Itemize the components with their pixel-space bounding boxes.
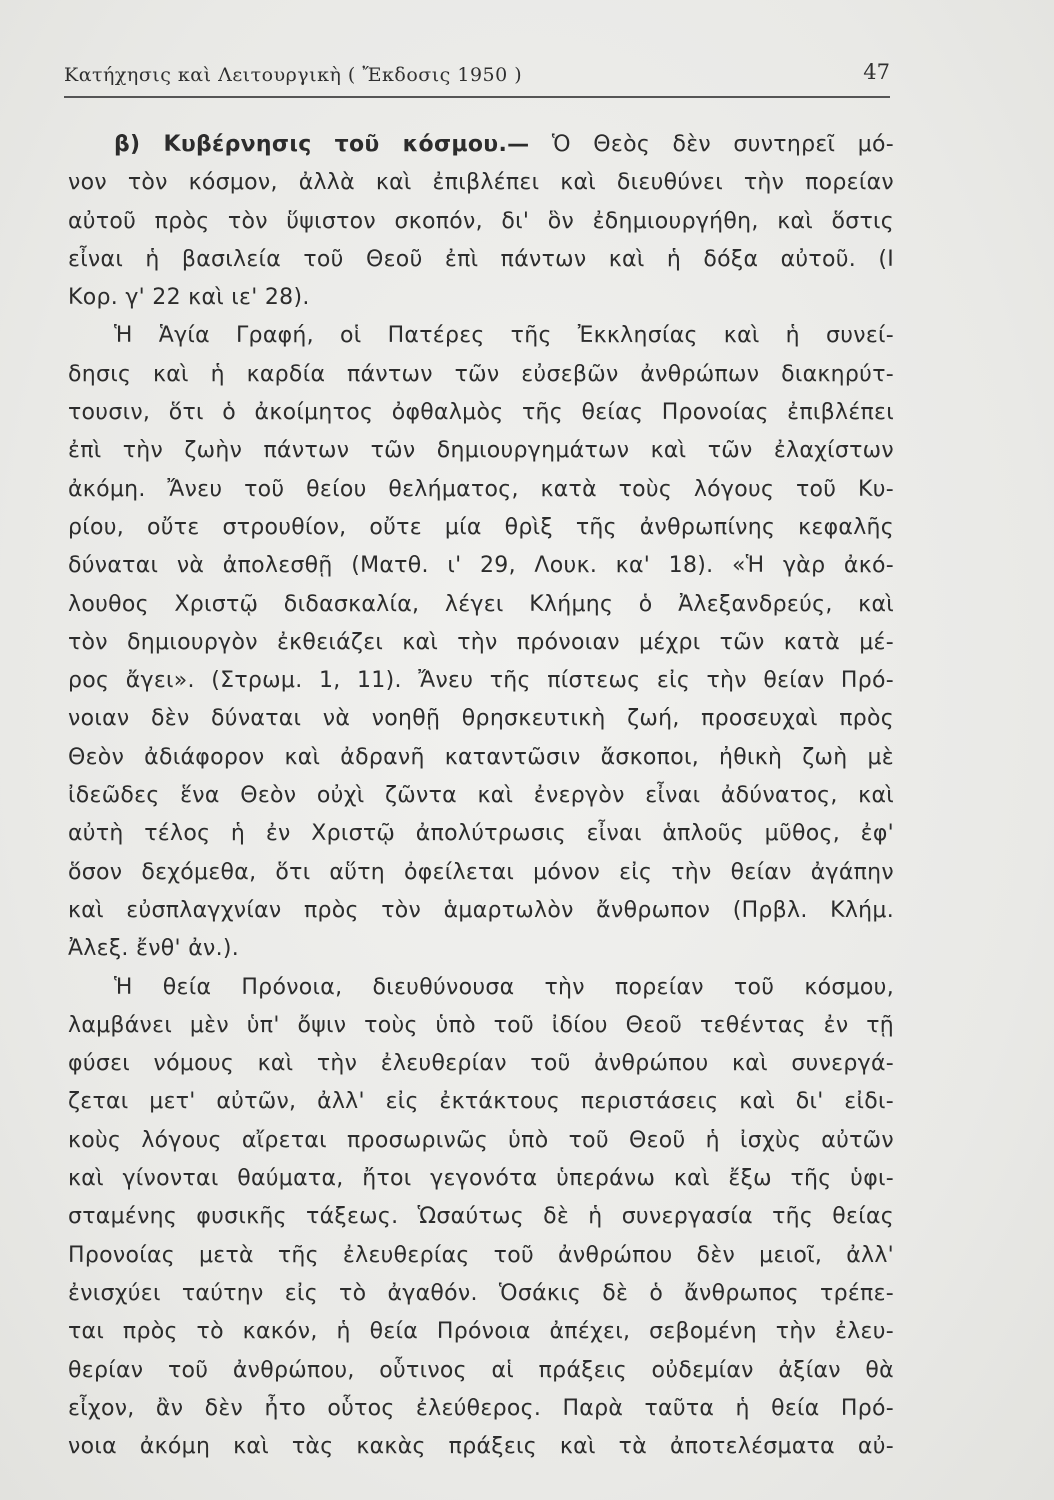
header-rule (64, 96, 890, 98)
text-line: ζεται μετ' αὐτῶν, ἀλλ' εἰς ἐκτάκτους περιστάσεις καὶ δι' εἰδι- (68, 1089, 894, 1115)
text-line: σταμένης φυσικῆς τάξεως. Ὡσαύτως δὲ ἡ συνεργασία τῆς θείας (68, 1204, 894, 1230)
text-line: δησις καὶ ἡ καρδία πάντων τῶν εὐσεβῶν ἀνθρώπων διακηρύτ- (68, 361, 894, 387)
text-line: τουσιν, ὅτι ὁ ἀκοίμητος ὀφθαλμὸς τῆς θείας Προνοίας ἐπιβλέπει (68, 400, 894, 426)
text-line: νον τὸν κόσμον, ἀλλὰ καὶ ἐπιβλέπει καὶ διευθύνει τὴν πορείαν (68, 170, 894, 196)
text-line: φύσει νόμους καὶ τὴν ἐλευθερίαν τοῦ ἀνθρώπου καὶ συνεργά- (68, 1051, 894, 1077)
running-title: Κατήχησις καὶ Λειτουργικὴ ( Ἔκδοσις 1950 ) (64, 64, 523, 86)
running-head (64, 60, 890, 100)
text-line: αὐτὴ τέλος ἡ ἐν Χριστῷ ἀπολύτρωσις εἶναι ἁπλοῦς μῦθος, ἐφ' (68, 821, 894, 847)
text-line: νοια ἀκόμη καὶ τὰς κακὰς πράξεις καὶ τὰ ἀποτελέσματα αὐ- (68, 1434, 894, 1460)
text-line (68, 126, 894, 164)
text-line: εἶχον, ἂν δὲν ἦτο οὗτος ἐλεύθερος. Παρὰ ταῦτα ἡ θεία Πρό- (68, 1395, 894, 1421)
text-line: Κορ. γ' 22 καὶ ιε' 28). (68, 285, 310, 311)
text-line: καὶ εὐσπλαγχνίαν πρὸς τὸν ἁμαρτωλὸν ἄνθρωπον (Πρβλ. Κλήμ. (68, 897, 894, 923)
text-line: ὅσον δεχόμεθα, ὅτι αὕτη ὀφείλεται μόνον εἰς τὴν θείαν ἀγάπην (68, 859, 894, 885)
text-line: Προνοίας μετὰ τῆς ἐλευθερίας τοῦ ἀνθρώπου δὲν μειοῖ, ἀλλ' (68, 1242, 894, 1268)
text-line: ἐνισχύει ταύτην εἰς τὸ ἀγαθόν. Ὁσάκις δὲ ὁ ἄνθρωπος τρέπε- (68, 1280, 894, 1306)
text-line: ται πρὸς τὸ κακόν, ἡ θεία Πρόνοια ἀπέχει, σεβομένη τὴν ἐλευ- (68, 1319, 894, 1345)
text-line: ρος ἄγει». (Στρωμ. 1, 11). Ἄνευ τῆς πίστεως εἰς τὴν θείαν Πρό- (68, 668, 894, 694)
text-line: αὐτοῦ πρὸς τὸν ὕψιστον σκοπόν, δι' ὃν ἐδημιουργήθη, καὶ ὅστις (68, 208, 894, 234)
text-line: λαμβάνει μὲν ὑπ' ὄψιν τοὺς ὑπὸ τοῦ ἰδίου Θεοῦ τεθέντας ἐν τῇ (68, 1012, 894, 1038)
body-text (68, 126, 894, 1466)
section-heading: β) Κυβέρνησις τοῦ κόσμου.— (114, 132, 530, 157)
text-line: νοιαν δὲν δύναται νὰ νοηθῇ θρησκευτικὴ ζωή, προσευχαὶ πρὸς (68, 706, 894, 732)
page-number: 47 (863, 60, 890, 84)
text-line: Θεὸν ἀδιάφορον καὶ ἀδρανῆ καταντῶσιν ἄσκοποι, ἠθικὴ ζωὴ μὲ (68, 744, 894, 770)
text-line: Ἀλεξ. ἔνθ' ἀν.). (68, 936, 240, 962)
text-line: καὶ γίνονται θαύματα, ἤτοι γεγονότα ὑπεράνω καὶ ἔξω τῆς ὑφι- (68, 1166, 894, 1192)
text-line: εἶναι ἡ βασιλεία τοῦ Θεοῦ ἐπὶ πάντων καὶ ἡ δόξα αὐτοῦ. (Ι (68, 246, 894, 272)
text-line: ἀκόμη. Ἄνευ τοῦ θείου θελήματος, κατὰ τοὺς λόγους τοῦ Κυ- (68, 476, 894, 502)
text-line: κοὺς λόγους αἴρεται προσωρινῶς ὑπὸ τοῦ Θεοῦ ἡ ἰσχὺς αὐτῶν (68, 1127, 894, 1153)
text-line: Ἡ Ἁγία Γραφή, οἱ Πατέρες τῆς Ἐκκλησίας καὶ ἡ συνεί- (114, 323, 894, 349)
text-line: ρίου, οὔτε στρουθίον, οὔτε μία θρὶξ τῆς ἀνθρωπίνης κεφαλῆς (68, 514, 894, 540)
text-line-content: Ὁ Θεὸς δὲν συντηρεῖ μό- (551, 132, 895, 157)
text-line: θερίαν τοῦ ἀνθρώπου, οὗτινος αἱ πράξεις οὐδεμίαν ἀξίαν θὰ (68, 1357, 894, 1383)
text-line: ἐπὶ τὴν ζωὴν πάντων τῶν δημιουργημάτων καὶ τῶν ἐλαχίστων (68, 438, 894, 464)
text-line: τὸν δημιουργὸν ἐκθειάζει καὶ τὴν πρόνοιαν μέχρι τῶν κατὰ μέ- (68, 629, 894, 655)
text-line: δύναται νὰ ἀπολεσθῇ (Ματθ. ι' 29, Λουκ. κα' 18). «Ἡ γὰρ ἀκό- (68, 553, 894, 579)
text-line: λουθος Χριστῷ διδασκαλία, λέγει Κλήμης ὁ Ἀλεξανδρεύς, καὶ (68, 591, 894, 617)
text-line: ἰδεῶδες ἕνα Θεὸν οὐχὶ ζῶντα καὶ ἐνεργὸν εἶναι ἀδύνατος, καὶ (68, 783, 894, 809)
text-line: Ἡ θεία Πρόνοια, διευθύνουσα τὴν πορείαν τοῦ κόσμου, (114, 974, 894, 1000)
